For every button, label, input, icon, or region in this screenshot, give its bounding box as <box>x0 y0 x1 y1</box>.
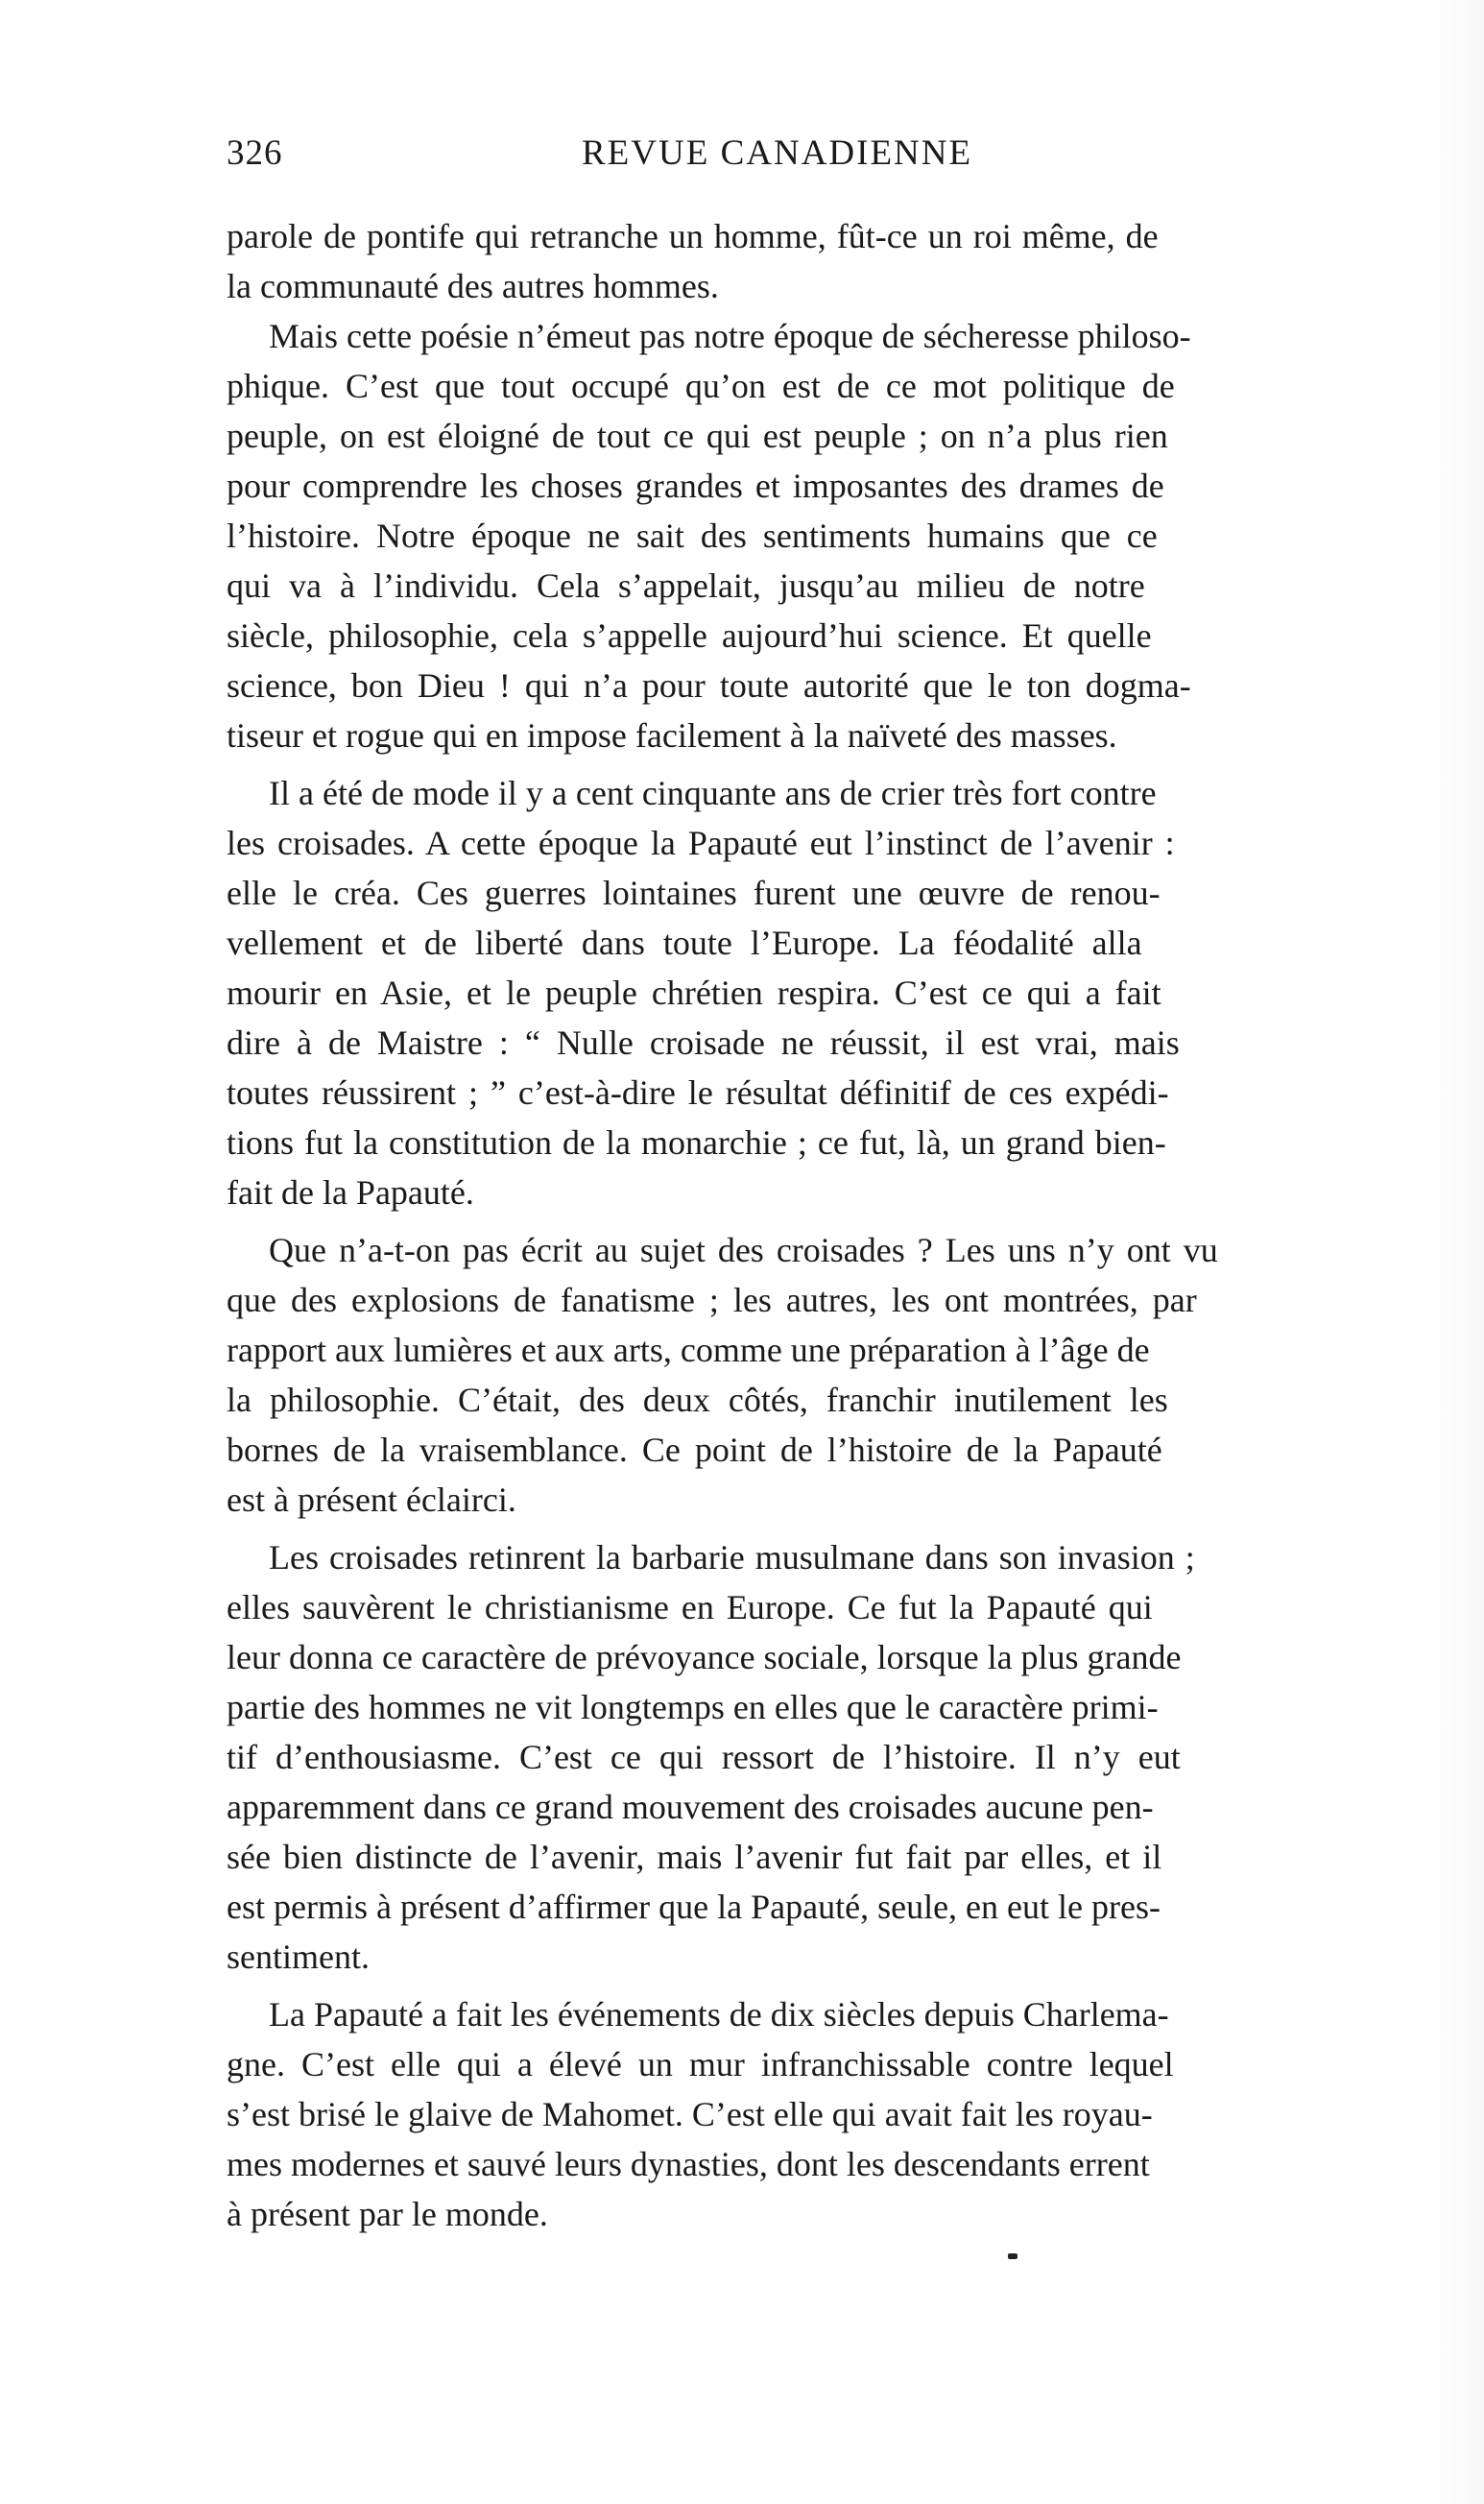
text-line: vellement et de liberté dans toute l’Europe. La féodalité alla <box>227 924 1142 962</box>
text-line: pour comprendre les choses grandes et imposantes des drames de <box>227 467 1164 505</box>
text-line: toutes réussirent ; ” c’est-à-dire le résultat définitif de ces expédi- <box>227 1073 1169 1112</box>
text-line: est à présent éclairci. <box>227 1481 516 1519</box>
paragraph <box>227 211 1413 311</box>
text-line: phique. C’est que tout occupé qu’on est de ce mot politique de <box>227 367 1175 405</box>
text-line: peuple, on est éloigné de tout ce qui est peuple ; on n’a plus rien <box>227 417 1168 455</box>
text-line: l’histoire. Notre époque ne sait des sentiments humains que ce <box>227 517 1158 555</box>
paragraph-gap <box>227 1982 1413 1989</box>
paragraph <box>227 311 1413 760</box>
text-line: Que n’a-t-on pas écrit au sujet des croisades ? Les uns n’y ont vu <box>269 1231 1218 1269</box>
paragraph <box>227 768 1413 1217</box>
text-line: à présent par le monde. <box>227 2195 548 2233</box>
text-line: La Papauté a fait les événements de dix siècles depuis Charlema- <box>269 1995 1169 2034</box>
text-line: tif d’enthousiasme. C’est ce qui ressort de l’histoire. Il n’y eut <box>227 1738 1181 1776</box>
text-line: dire à de Maistre : “ Nulle croisade ne réussit, il est vrai, mais <box>227 1023 1180 1062</box>
text-line: partie des hommes ne vit longtemps en elles que le caractère primi- <box>227 1688 1159 1726</box>
text-line: bornes de la vraisemblance. Ce point de l’histoire de la Papauté <box>227 1431 1162 1469</box>
text-line: qui va à l’individu. Cela s’appelait, jusqu’au milieu de notre <box>227 566 1145 605</box>
text-line: sée bien distincte de l’avenir, mais l’avenir fut fait par elles, et il <box>227 1838 1162 1876</box>
text-line: fait de la Papauté. <box>227 1173 474 1212</box>
paragraph <box>227 1532 1413 1982</box>
text-line: elle le créa. Ces guerres lointaines furent une œuvre de renou- <box>227 874 1161 912</box>
text-line: Il a été de mode il y a cent cinquante ans de crier très fort contre <box>269 774 1157 812</box>
body-text <box>227 211 1413 2239</box>
text-line: tions fut la constitution de la monarchie ; ce fut, là, un grand bien- <box>227 1123 1166 1162</box>
paragraph-gap <box>227 1525 1413 1532</box>
text-line: s’est brisé le glaive de Mahomet. C’est elle qui avait fait les royau- <box>227 2095 1153 2133</box>
text-line: sentiment. <box>227 1938 370 1976</box>
page-header <box>227 132 1052 181</box>
text-line: apparemment dans ce grand mouvement des croisades aucune pen- <box>227 1788 1154 1826</box>
paragraph <box>227 1989 1413 2239</box>
paragraph-gap <box>227 760 1413 768</box>
text-line: parole de pontife qui retranche un homme, fût-ce un roi même, de <box>227 217 1159 255</box>
page-edge-shadow <box>1426 0 1484 2504</box>
text-line: mes modernes et sauvé leurs dynasties, dont les descendants errent <box>227 2145 1150 2183</box>
text-line: siècle, philosophie, cela s’appelle aujourd’hui science. Et quelle <box>227 616 1152 655</box>
text-line: science, bon Dieu ! qui n’a pour toute autorité que le ton dogma- <box>227 666 1191 705</box>
text-line: rapport aux lumières et aux arts, comme une préparation à l’âge de <box>227 1331 1150 1369</box>
text-line: que des explosions de fanatisme ; les autres, les ont montrées, par <box>227 1281 1197 1319</box>
text-line: les croisades. A cette époque la Papauté eut l’instinct de l’avenir : <box>227 824 1175 862</box>
text-line: est permis à présent d’affirmer que la Papauté, seule, en eut le pres- <box>227 1888 1161 1926</box>
text-line: mourir en Asie, et le peuple chrétien respira. C’est ce qui a fait <box>227 974 1161 1012</box>
text-line: Les croisades retinrent la barbarie musulmane dans son invasion ; <box>269 1538 1195 1577</box>
text-line: leur donna ce caractère de prévoyance sociale, lorsque la plus grande <box>227 1638 1182 1676</box>
text-line: la philosophie. C’était, des deux côtés, franchir inutilement les <box>227 1381 1168 1419</box>
paragraph <box>227 1225 1413 1525</box>
text-line: tiseur et rogue qui en impose facilement à la naïveté des masses. <box>227 716 1117 755</box>
text-line: Mais cette poésie n’émeut pas notre époque de sécheresse philoso- <box>269 317 1191 355</box>
paragraph-gap <box>227 1217 1413 1225</box>
page-number: 326 <box>227 133 283 173</box>
text-line: gne. C’est elle qui a élevé un mur infranchissable contre lequel <box>227 2045 1174 2083</box>
running-title: REVUE CANADIENNE <box>582 133 973 173</box>
text-line: elles sauvèrent le christianisme en Europe. Ce fut la Papauté qui <box>227 1588 1153 1626</box>
text-line: la communauté des autres hommes. <box>227 267 719 305</box>
ink-speck <box>1008 2253 1017 2259</box>
